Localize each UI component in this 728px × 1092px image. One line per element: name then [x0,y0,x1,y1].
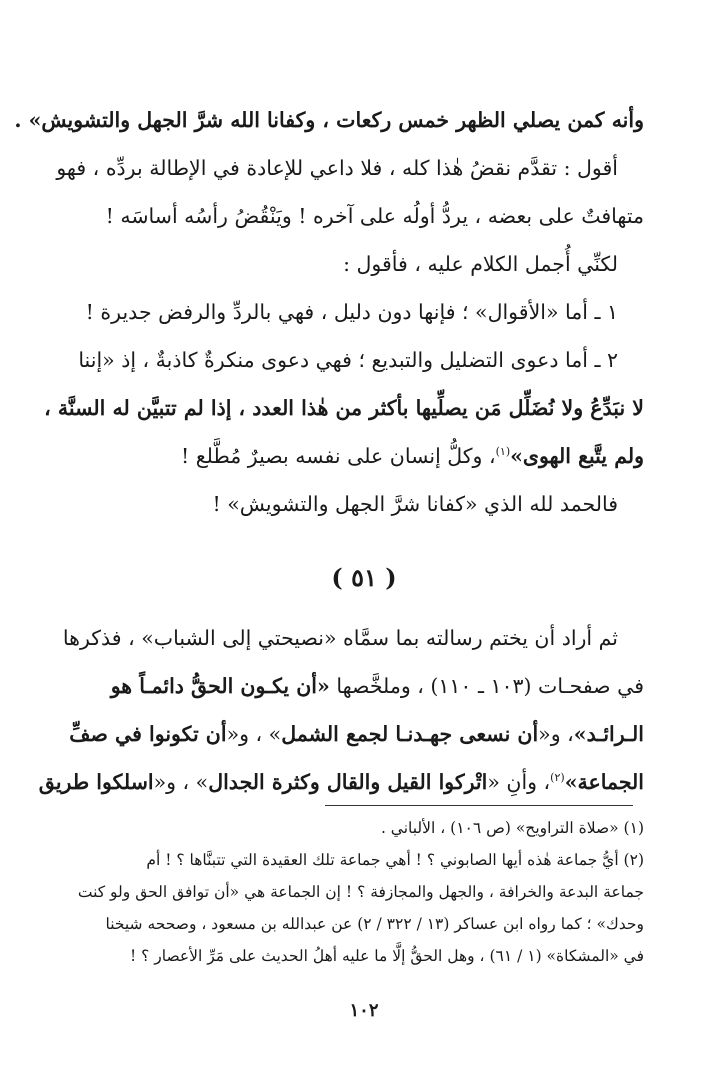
text-span: ، وكلُّ إنسان على نفسه بصيرٌ مُطَّلع ! [181,444,496,468]
quote-bold: اتْركوا القيل والقال وكثرة الجدال [208,770,488,794]
text-line [60,710,644,758]
footnote-divider [325,805,633,806]
text-span: في صفحـات (١٠٣ ـ ١١٠) ، وملخَّصها [336,674,644,698]
quote-bold: أن تكونوا في صفِّ [69,722,227,746]
text-span: ، و« [538,722,574,746]
quote-bold: اسلكوا طريق [38,770,154,794]
text-line: ثم أراد أن يختم رسالته بما سمَّاه «نصيحتي إلى الشباب» ، فذكرها [62,626,618,650]
text-line [60,662,644,710]
text-line: فالحمد لله الذي «كفانا شرَّ الجهل والتشويش» ! [212,492,618,516]
footnote-ref-2: (٢) [550,771,565,785]
text-line [38,758,644,806]
footnote-line: وحدك» ؛ كما رواه ابن عساكر (١٣ / ٣٢٢ / ٢) عن عبدالله بن مسعود ، وصححه شيخنا [105,915,644,933]
text-line: ١ ـ أما «الأقوال» ؛ فإنها دون دليل ، فهي بالردِّ والرفض جديرة ! [85,300,618,324]
text-line [60,432,644,480]
quote-bold: ولم يتَّبع الهوى» [510,444,644,468]
text-line: لكنِّي أُجمل الكلام عليه ، فأقول : [343,252,618,276]
text-span: » ، و« [226,722,282,746]
text-line: ٢ ـ أما دعوى التضليل والتبديع ؛ فهي دعوى منكرةٌ كاذبةٌ ، إذ «إننا [78,348,618,372]
text-span: » ، و« [153,770,209,794]
footnote-ref-1: (١) [495,445,511,459]
text-line: متهافتٌ على بعضه ، يردُّ أولُه على آخره ! ويَنْقُضُ رأسُه أساسَه ! [105,204,644,228]
footnote-line: (١) «صلاة التراويح» (ص ١٠٦) ، الألباني . [380,819,644,837]
text-line: أقول : تقدَّم نقضُ هٰذا كله ، فلا داعي للإعادة في الإطالة بردِّه ، فهو [56,156,618,180]
section-heading: ( ٥١ ) [331,563,397,592]
page-number: ١٠٢ [349,1000,379,1021]
footnotes [60,812,644,972]
text-line: لا نبَدِّعُ ولا نُضَلِّل مَن يصلِّيها بأكثر من هٰذا العدد ، إذا لم تتبيَّن له السنَّة ، [44,396,644,420]
quote-bold: الجماعة» [564,770,644,794]
footnote-line: جماعة البدعة والخرافة ، والجهل والمجازفة ؟ ! إن الجماعة هي «أن توافق الحق ولو كنت [77,883,644,901]
footnote-line: (٢) أيُّ جماعة هٰذه أيها الصابوني ؟ ! أهي جماعة تلك العقيدة التي تتبنَّاها ؟ ! أم [146,851,644,869]
text-line: وأنه كمن يصلي الظهر خمس ركعات ، وكفانا الله شرَّ الجهل والتشويش» . [14,108,644,132]
quote-bold: أن نسعى جهـدنـا لجمع الشمل [281,722,539,746]
quote-bold: الـرائـد» [573,722,644,746]
text-span: ، وأنِ « [487,770,551,794]
footnote-line: في «المشكاة» (١ / ٦١) ، وهل الحقُّ إلَّا ما عليه أهلُ الحديث على مَرِّ الأعصار ؟ ! [129,947,644,965]
section-text [38,614,644,806]
quote-bold: «أن يكـون الحقُّ دائمـاً هو [110,674,330,698]
main-text [14,96,644,528]
